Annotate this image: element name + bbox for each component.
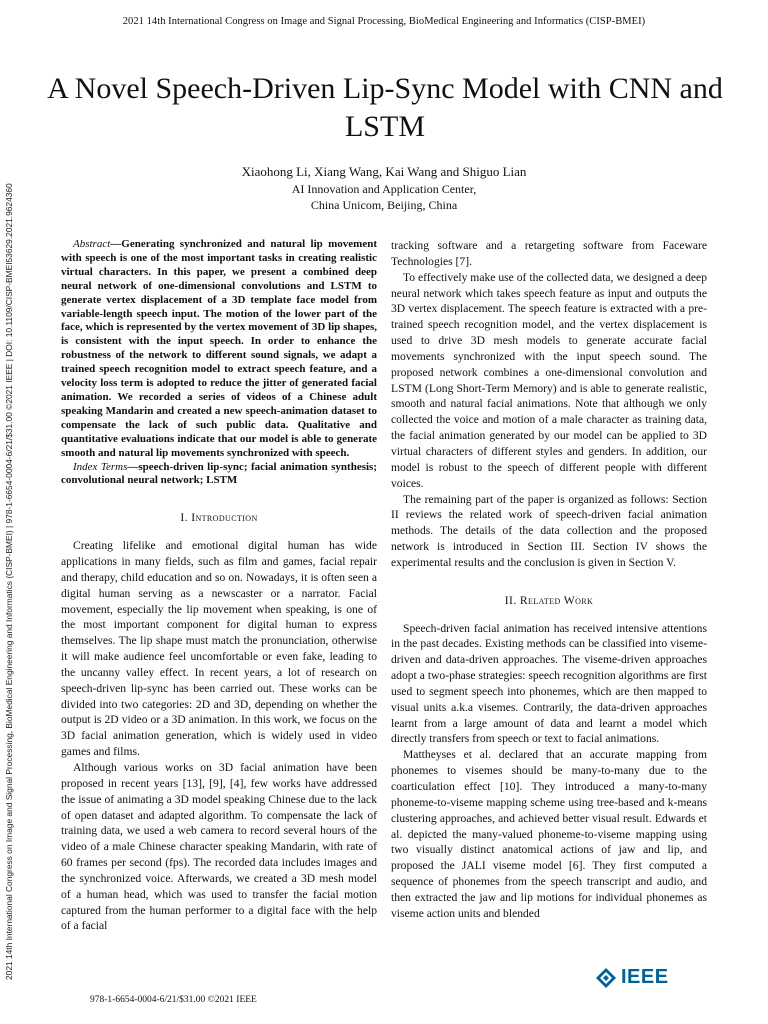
paragraph: Speech-driven facial animation has received intensive attentions in the past decades. Existing methods can be classified into viseme-driven and data-driven approaches. The viseme-driven approaches adopt a two-phase strategies: speech recognition algorithms are first used to segment speech into phonemes, which are then mapped to visual units a.k.a visemes. Contrarily, the data-driven approaches learnt from a large amount of data and learnt a model which directly transfers from speech or text to facial animations. (391, 621, 707, 746)
paragraph: Although various works on 3D facial animation have been proposed in recent years [13], [9], [4], few works have addressed the issue of animating a 3D model speaking Chinese due to the lack of open dataset and adapted algorithm. To compensate the lack of training data, we used a web camera to record several hours of the video of a male Chinese character speaking Mandarin, with rate of 60 frames per second (fps). The recorded data includes images and the synchronized voice. Afterwards, we created a 3D mesh model of a human head, which was used to transfer the facial motion captured from the human performer to a digital face with the help of a facial (61, 760, 377, 933)
paragraph: Mattheyses et al. declared that an accurate mapping from phonemes to visemes should be many-to-many due to the coarticulation effect [10]. They introduced a many-to-many phoneme-to-viseme mapping scheme using tree-based and k-means clustering approaches, and achieved better visual result. Edwards et al. depicted the many-valued phoneme-to-viseme mapping using two visually distinct anatomical actions of jaw and lip, and proposed the JALI viseme model [6]. They first computed a sequence of phonemes from the speech transcript and audio, and then extracted the jaw and lip motions for individual phonemes as viseme action units and blended (391, 748, 707, 920)
abstract-text: —Generating synchronized and natural lip movement with speech is one of the most important tasks in creating realistic virtual characters. In this paper, we present a combined deep neural network of one-dimensional convolutions and LSTM to generate vertex displacement of a 3D template face model from variable-length speech input. The motion of the lower part of the face, which is represented by the vertex movement of 3D lip shapes, is consistent with the input speech. In order to enhance the robustness of the network to different sound signals, we adapt a trained speech recognition model to extract speech feature, and a velocity loss term is adopted to reduce the jitter of generated facial animation. We recorded a series of videos of a Chinese adult speaking Mandarin and created a new speech-animation dataset to compensate the lack of such public data. Qualitative and quantitative evaluations indicate that our model is able to generate smooth and natural lip movements synchronized with speech. (61, 238, 377, 459)
ieee-diamond-icon (595, 967, 617, 989)
section-heading-related-work: II. Related Work (504, 593, 594, 607)
affiliation-line-2: China Unicom, Beijing, China (310, 198, 458, 212)
paragraph: tracking software and a retargeting software from Faceware Technologies [7]. (391, 239, 707, 268)
index-terms (61, 461, 377, 489)
right-column (391, 238, 707, 922)
affiliation-line-1: AI Innovation and Application Center, (291, 182, 477, 196)
footer-copyright: 978-1-6654-0004-6/21/$31.00 ©2021 IEEE (90, 995, 257, 1005)
paragraph: The remaining part of the paper is organized as follows: Section II reviews the related work of speech-driven facial animation methods. The details of the data collection and the proposed network is introduced in Section III. Section IV shows the experimental results and the conclusion is given in Section V. (391, 492, 707, 569)
paper-title: A Novel Speech-Driven Lip-Sync Model with CNN and LSTM (47, 72, 723, 143)
ieee-logo-text: IEEE (621, 966, 669, 988)
section-heading-introduction: I. Introduction (180, 511, 258, 525)
abstract-label: Abstract (73, 238, 111, 250)
running-head: 2021 14th International Congress on Image and Signal Processing, BioMedical Engineering and Informatics (CISP-BMEI) (122, 16, 646, 27)
index-terms-text: —speech-driven lip-sync; facial animation synthesis; convolutional neural network; LSTM (61, 460, 377, 487)
paragraph: Creating lifelike and emotional digital human has wide applications in many fields, such as film and games, facial repair and therapy, child education and so on. Nowadays, it is often seen a digital human serving as a newscaster or a narrator. Facial movement, especially the lip movement when speaking, is one of the most important component for digital human to express themselves. The lip shape must match the pronunciation, otherwise it will make audience feel uncomfortable or even fake, leading to the uncanny valley effect. In recent years, a lot of research on speech-driven lip-sync has been carried out. These works can be divided into two categories: 2D and 3D, depending on whether the output is 2D video or a 3D animation. In this work, we focus on the 3D facial animation generation, which is widely used in video games and films. (61, 539, 377, 759)
author-names: Xiaohong Li, Xiang Wang, Kai Wang and Shiguo Lian (241, 164, 527, 179)
ieee-logo (595, 966, 669, 989)
left-column (61, 238, 377, 934)
side-doi-strip: 2021 14th International Congress on Image and Signal Processing, BioMedical Engineering and Informatics (CISP-BMEI) | 978-1-6654-0004-6/21/$31.00 ©2021 IEEE | DOI: 10.1109/CISP-BMEI53629.2021.9624360 (4, 183, 14, 980)
author-block (0, 163, 768, 213)
paragraph: To effectively make use of the collected data, we designed a deep neural network which takes speech feature as input and outputs the 3D vertex displacement. The speech feature is extracted with a pre-trained speech recognition model, and the vertex displacement is used to drive 3D mesh models to generate accurate facial movements synchronized with the input speech sound. The proposed network combines a one-dimensional convolution and LSTM (Long Short-Term Memory) and is able to generate realistic, smooth and natural facial animations. Note that although we only collected the voice and motion of a male character as training data, the facial animation generated by our model can be applied to 3D virtual characters of different styles and genders. In addition, our model is robust to the speech of different people with different voices. (391, 270, 707, 490)
index-terms-label: Index Terms (73, 460, 128, 473)
abstract (61, 238, 377, 461)
